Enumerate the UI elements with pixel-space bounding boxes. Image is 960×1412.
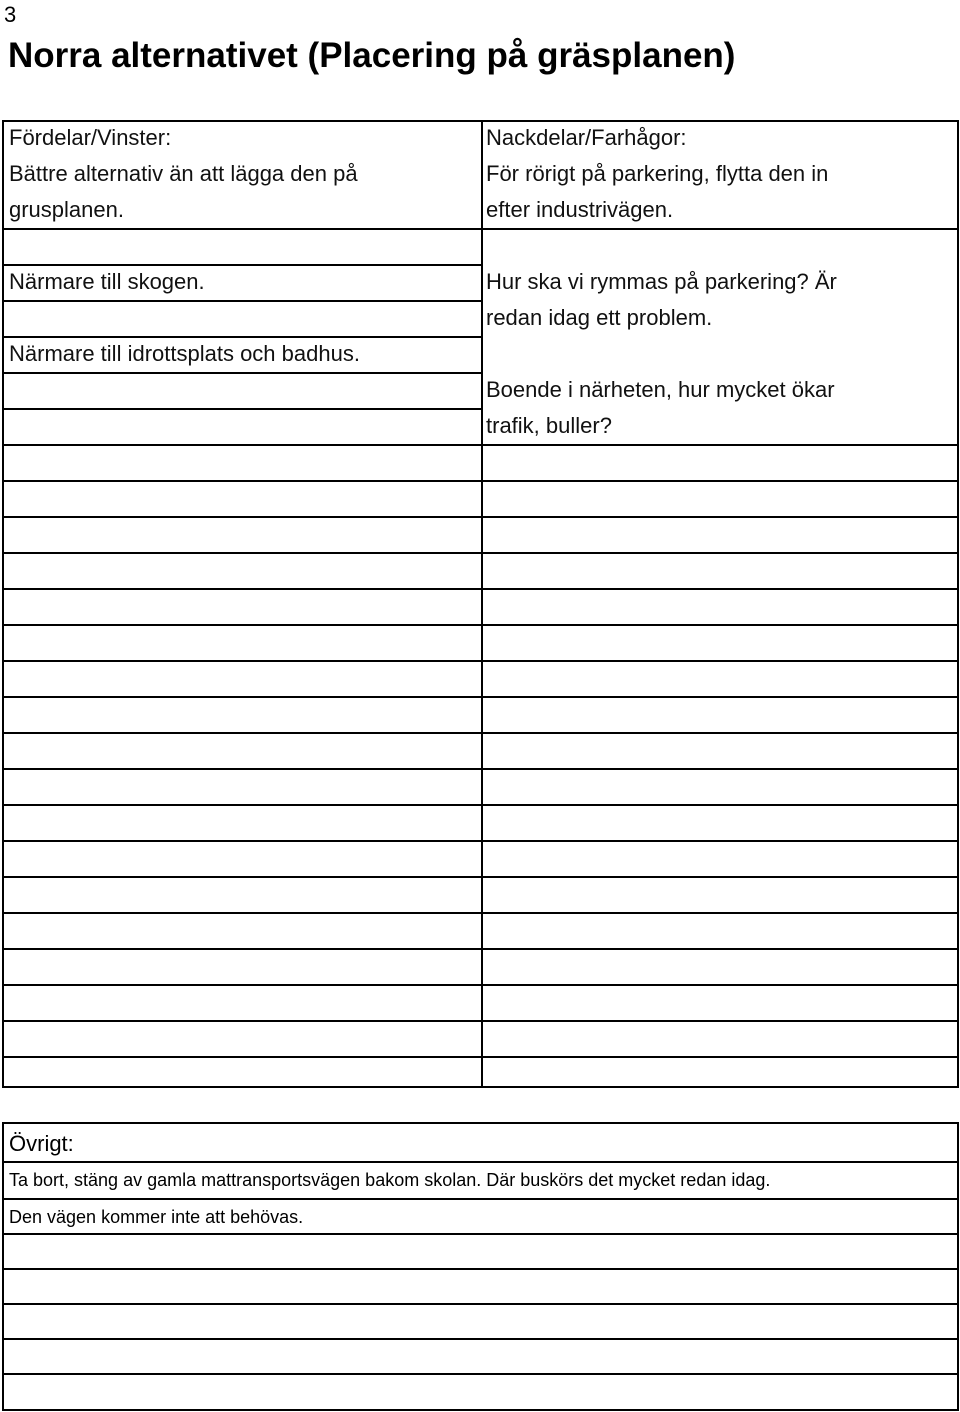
row-line	[4, 228, 481, 230]
row-line	[4, 516, 481, 518]
row-line	[4, 876, 481, 878]
row-line	[4, 696, 481, 698]
row-line	[4, 408, 481, 410]
row-line	[4, 300, 481, 302]
advantage-line: Närmare till skogen.	[9, 269, 205, 294]
row-line	[483, 660, 957, 662]
other-section	[2, 1122, 959, 1411]
column-divider	[481, 122, 483, 1086]
row-line	[4, 912, 481, 914]
row-line	[483, 912, 957, 914]
disadvantage-line: För rörigt på parkering, flytta den in	[486, 161, 829, 186]
row-line	[4, 1338, 957, 1340]
row-line	[4, 1268, 957, 1270]
row-line	[4, 840, 481, 842]
row-line	[4, 1373, 957, 1375]
row-line	[4, 1056, 481, 1058]
row-line	[4, 804, 481, 806]
advantage-line: grusplanen.	[9, 197, 124, 222]
row-line	[483, 984, 957, 986]
disadvantage-line: trafik, buller?	[486, 413, 612, 438]
row-line	[4, 480, 481, 482]
row-line	[483, 228, 957, 230]
row-line	[4, 984, 481, 986]
row-line	[483, 624, 957, 626]
row-line	[483, 948, 957, 950]
row-line	[483, 696, 957, 698]
page-title: Norra alternativet (Placering på gräsplanen)	[8, 36, 736, 75]
row-line	[4, 588, 481, 590]
row-line	[4, 732, 481, 734]
row-line	[483, 840, 957, 842]
page-number: 3	[4, 2, 17, 27]
advantages-header: Fördelar/Vinster:	[9, 125, 172, 150]
row-line	[483, 732, 957, 734]
other-line: Den vägen kommer inte att behövas.	[9, 1207, 304, 1227]
row-line	[483, 552, 957, 554]
row-line	[4, 624, 481, 626]
row-line	[4, 660, 481, 662]
row-line	[483, 876, 957, 878]
row-line	[483, 1020, 957, 1022]
row-line	[483, 588, 957, 590]
disadvantage-line: redan idag ett problem.	[486, 305, 713, 330]
advantage-line: Bättre alternativ än att lägga den på	[9, 161, 358, 186]
other-line: Ta bort, stäng av gamla mattransportsvägen bakom skolan. Där buskörs det mycket redan idag.	[9, 1170, 771, 1190]
other-label: Övrigt:	[9, 1131, 74, 1156]
row-line	[483, 768, 957, 770]
row-line	[4, 444, 481, 446]
row-line	[483, 444, 957, 446]
advantage-line: Närmare till idrottsplats och badhus.	[9, 341, 360, 366]
disadvantages-header: Nackdelar/Farhågor:	[486, 125, 687, 150]
row-line	[483, 516, 957, 518]
disadvantage-line: Hur ska vi rymmas på parkering? Är	[486, 269, 837, 294]
row-line	[4, 1020, 481, 1022]
row-line	[483, 480, 957, 482]
row-line	[483, 1056, 957, 1058]
pros-cons-table	[2, 120, 959, 1088]
row-line	[483, 804, 957, 806]
disadvantage-line: Boende i närheten, hur mycket ökar	[486, 377, 835, 402]
row-line	[4, 768, 481, 770]
row-line	[4, 552, 481, 554]
disadvantage-line: efter industrivägen.	[486, 197, 674, 222]
row-line	[4, 1233, 957, 1235]
row-line	[4, 1303, 957, 1305]
row-line	[4, 372, 481, 374]
row-line	[4, 948, 481, 950]
